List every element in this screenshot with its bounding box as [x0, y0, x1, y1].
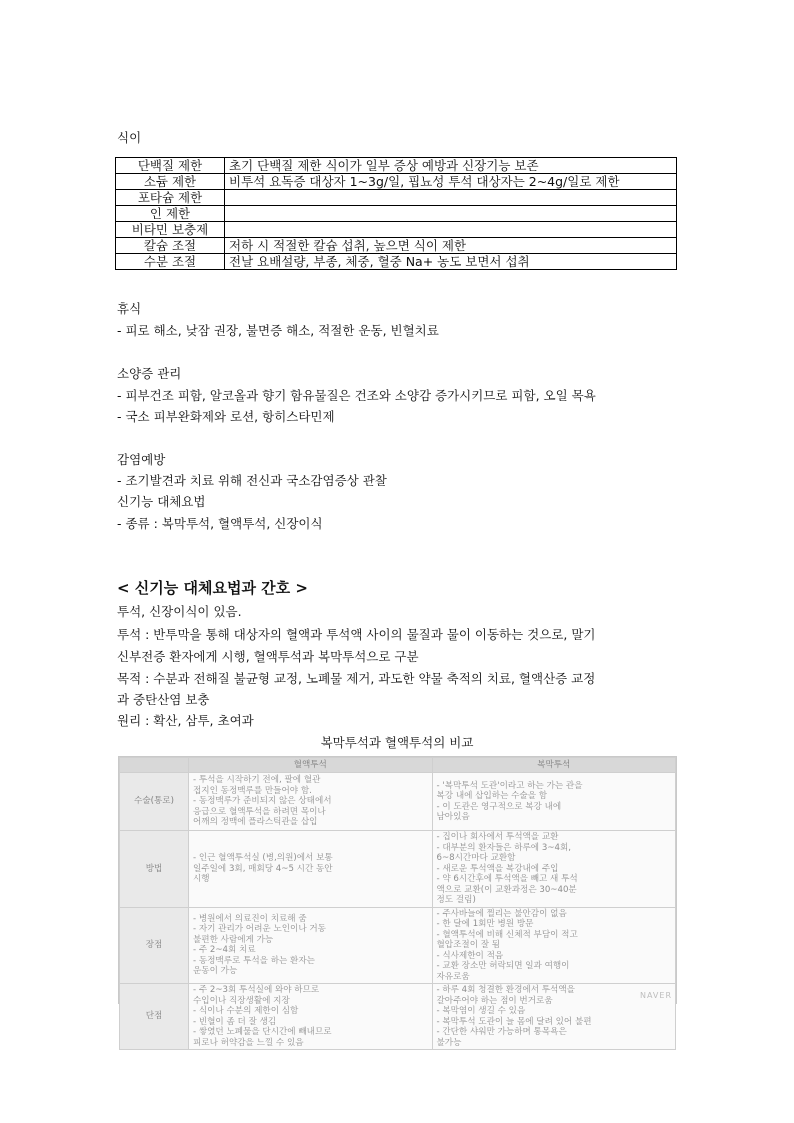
section-line-1: 투석, 신장이식이 있음.	[117, 604, 242, 619]
rest-line: - 피로 해소, 낮잠 권장, 불면증 해소, 적절한 운동, 빈혈치료	[117, 323, 439, 338]
section-title: < 신기능 대체요법과 간호 >	[117, 579, 308, 597]
row-label: 방법	[120, 831, 189, 908]
cell-line: 갈아주어야 하는 점이 번거로움	[436, 995, 553, 1006]
cell-line: - 대부분의 환자들은 하루에 3~4회,	[436, 842, 572, 853]
cell-line: - 새로운 투석액을 복강내에 주입	[436, 863, 559, 874]
cell-line: - 복막투석 도관이 늘 몸에 달려 있어 불편	[436, 1016, 592, 1027]
cell-line: - 투석을 시작하기 전에, 팔에 혈관	[193, 775, 321, 786]
cell-line: 정도 걸림)	[436, 895, 476, 905]
diet-label: 단백질 제한	[116, 158, 225, 174]
hemo-cell	[189, 984, 433, 1050]
cell-line: 혈압조절이 잘 됨	[436, 940, 501, 950]
cell-line: - 빈혈이 좀 더 잘 생김	[193, 1016, 277, 1027]
cell-line: 일주일에 3회, 매회당 4~5 시간 동안	[193, 863, 333, 874]
row-label: 단점	[120, 984, 189, 1050]
cell-line: - 식이나 수분의 제한이 심함	[193, 1006, 299, 1016]
diet-heading: 식이	[117, 130, 142, 145]
diet-label: 소듐 제한	[116, 174, 225, 190]
comparison-caption: 복막투석과 혈액투석의 비교	[320, 735, 474, 750]
itch-line-1: - 피부건조 피함, 알코올과 향기 함유물질은 건조와 소양감 증가시키므로 피함, 오일 목욕	[117, 388, 596, 403]
diet-value	[225, 190, 677, 206]
cell-line: 피로나 허약감을 느낄 수 있음	[193, 1037, 304, 1048]
cell-line: 남아있음	[436, 812, 470, 822]
cell-line: 액으로 교환(이 교환과정은 30~40분	[436, 884, 577, 895]
section-line-4: 목적 : 수분과 전해질 불균형 교정, 노폐물 제거, 과도한 약물 축적의 치료, 혈액산증 교정	[117, 671, 596, 686]
row-label: 수술(통로)	[120, 773, 189, 831]
hemo-cell	[189, 831, 433, 908]
diet-value: 저하 시 적절한 칼슘 섭취, 높으면 식이 제한	[225, 238, 677, 254]
cell-line: - 이 도관은 영구적으로 복강 내에	[436, 801, 562, 812]
cell-line: 복강 내에 삽입하는 수술을 함	[436, 791, 548, 801]
replacement-line: - 종류 : 복막투석, 혈액투석, 신장이식	[117, 516, 323, 531]
cell-line: - 주사바늘에 찔리는 불안감이 없음	[436, 908, 567, 919]
infection-line: - 조기발견과 치료 위해 전신과 국소감염증상 관찰	[117, 473, 387, 488]
diet-value: 전날 요배설량, 부종, 체중, 혈중 Na+ 농도 보면서 섭취	[225, 254, 677, 270]
table-row	[116, 206, 677, 222]
cell-line: - 동정맥루가 준비되지 않은 상태에서	[193, 796, 332, 807]
itch-line-2: - 국소 피부완화제와 로션, 항히스타민제	[117, 409, 335, 424]
replacement-heading: 신기능 대체요법	[117, 494, 206, 509]
itch-heading: 소양증 관리	[117, 366, 182, 381]
cell-line: - 간단한 샤워만 가능하며 통목욕은	[436, 1027, 567, 1037]
cell-line: - 동정맥루로 투석을 하는 환자는	[193, 955, 315, 966]
table-row	[116, 238, 677, 254]
diet-label: 수분 조절	[116, 254, 225, 270]
cell-line: - 한 달에 1회만 병원 방문	[436, 919, 534, 929]
cell-line: - 하루 4회 청결한 환경에서 투석액을	[436, 985, 575, 995]
diet-label: 비타민 보충제	[116, 222, 225, 238]
cell-line: - 약 6시간후에 투석액을 빼고 새 투석	[436, 874, 578, 884]
watermark: NAVER	[639, 991, 672, 1000]
peri-cell	[432, 907, 676, 984]
cell-line: 응급으로 혈액투석을 하려면 목이나	[193, 806, 326, 817]
hemo-cell	[189, 773, 433, 831]
cell-line: 어깨의 정맥에 플라스틱관을 삽입	[193, 817, 318, 828]
peri-cell	[432, 773, 676, 831]
col-header-hemo: 혈액투석	[189, 758, 433, 773]
cell-line: - 주 2~3회 투석실에 와야 하므로	[193, 985, 320, 995]
diet-value	[225, 206, 677, 222]
section-line-5: 과 중탄산염 보충	[117, 692, 210, 707]
table-row	[116, 158, 677, 174]
table-row	[116, 174, 677, 190]
cell-line: - 복막염이 생길 수 있음	[436, 1006, 526, 1016]
cell-line: - 주 2~4회 치료	[193, 945, 256, 956]
cell-line: 자유로움	[436, 971, 470, 982]
infection-heading: 감염예방	[117, 452, 166, 467]
section-line-3: 신부전증 환자에게 시행, 혈액투석과 복막투석으로 구분	[117, 649, 419, 664]
diet-label: 포타슘 제한	[116, 190, 225, 206]
table-row	[116, 190, 677, 206]
cell-line: 접지인 동정맥루를 만들어야 함.	[193, 785, 312, 796]
cell-line: 수입이나 직장생활에 지장	[193, 995, 290, 1006]
table-row	[116, 254, 677, 270]
section-line-6: 원리 : 확산, 삼투, 초여과	[117, 713, 254, 728]
cell-line: - 교환 장소만 허락되면 일과 여행이	[436, 961, 570, 971]
cell-line: 불가능	[436, 1037, 462, 1048]
diet-value: 비투석 요독증 대상자 1~3g/일, 핍뇨성 투석 대상자는 2~4g/일로 제한	[225, 174, 677, 190]
cell-line: - '복막투석 도관'이라고 하는 가는 관을	[436, 780, 583, 791]
diet-label: 칼슘 조절	[116, 238, 225, 254]
cell-line: - 식사제한이 적음	[436, 950, 504, 961]
cell-line: - 집이나 회사에서 투석액을 교환	[436, 832, 559, 842]
cell-line: - 병원에서 의료진이 치료해 줌	[193, 913, 307, 924]
row-label: 장점	[120, 907, 189, 984]
peri-cell	[432, 984, 676, 1050]
comparison-image	[118, 756, 677, 1048]
rest-heading: 휴식	[117, 301, 142, 316]
cell-line: - 쌓였던 노폐물을 단시간에 빼내므로	[193, 1027, 332, 1037]
diet-table	[115, 157, 677, 270]
hemo-cell	[189, 907, 433, 984]
diet-value: 초기 단백질 제한 식이가 일부 증상 예방과 신장기능 보존	[225, 158, 677, 174]
cell-line: 시행	[193, 874, 210, 884]
cell-line: - 인근 혈액투석실 (병,의원)에서 보통	[193, 853, 333, 863]
diet-label: 인 제한	[116, 206, 225, 222]
table-row	[116, 222, 677, 238]
cell-line: - 혈액투석에 비해 신체적 부담이 적고	[436, 929, 578, 940]
section-line-2: 투석 : 반투막을 통해 대상자의 혈액과 투석액 사이의 물질과 물이 이동하는 것으로, 말기	[117, 627, 596, 642]
peri-cell	[432, 831, 676, 908]
cell-line: - 자기 관리가 어려운 노인이나 거동	[193, 924, 326, 935]
cell-line: 불편한 사람에게 가능	[193, 934, 274, 945]
cell-line: 운동이 가능	[193, 966, 238, 977]
diet-value	[225, 222, 677, 238]
cell-line: 6~8시간마다 교환함	[436, 853, 516, 863]
col-header-peri: 복막투석	[432, 758, 676, 773]
